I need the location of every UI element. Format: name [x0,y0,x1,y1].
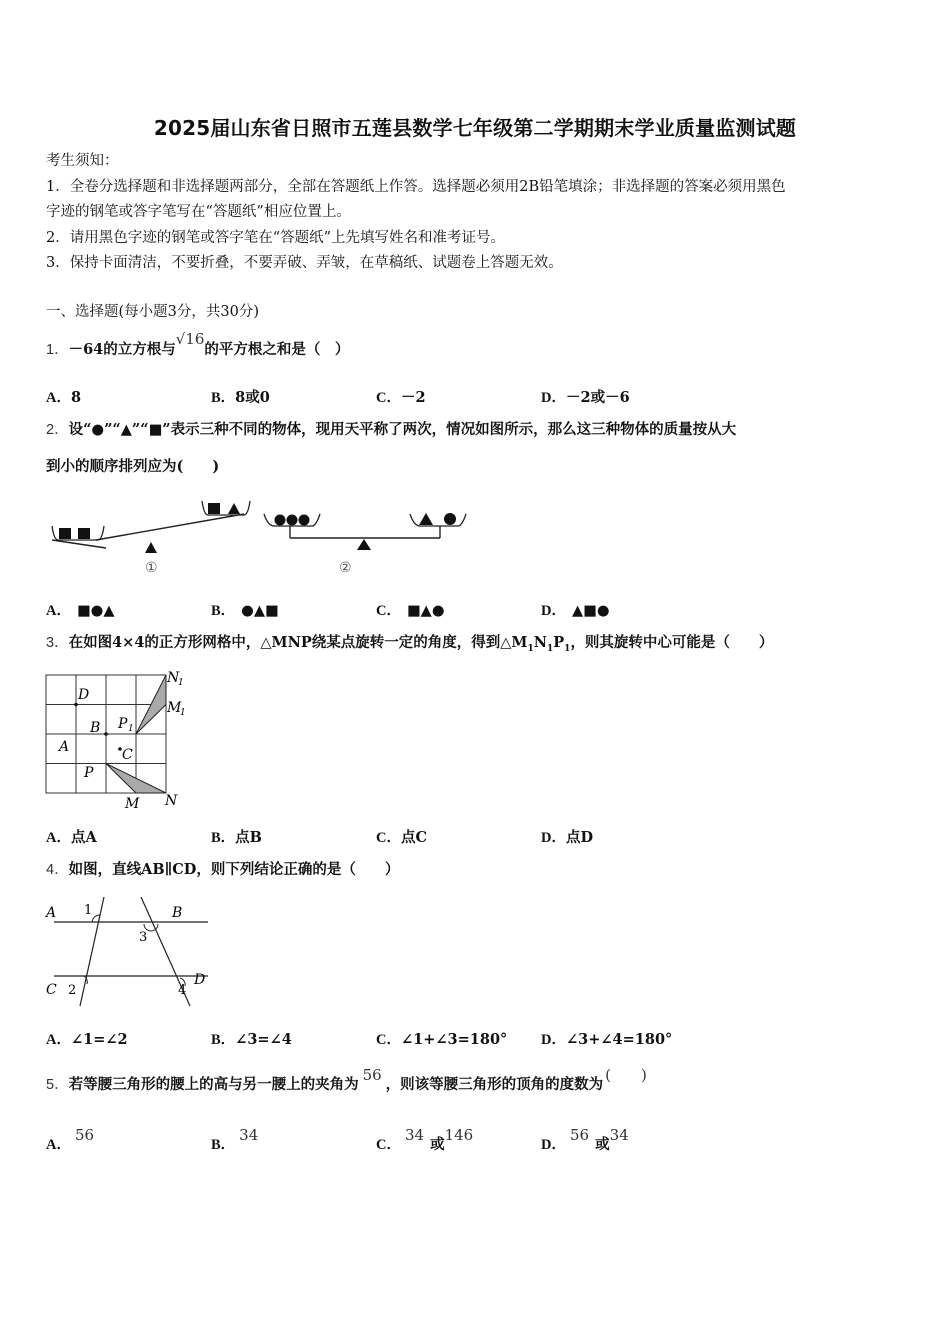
label-p1: P [118,716,128,732]
question-number: 5． [46,1077,69,1093]
question-text: 设“●”“▲”“■”表示三种不同的物体，现用天平称了两次，情况如图所示，那么这三种物体的质量按从大 [68,421,737,438]
triangle-shape [228,503,240,514]
circle-shape [275,515,286,526]
beam-1 [96,514,244,540]
question-number: 2． [46,422,69,438]
option-c[interactable]: C．34或146 [376,1126,474,1153]
option-c[interactable]: C．－2 [376,389,426,406]
option-c[interactable]: C． ■▲● [376,602,445,619]
beam-left-drop [52,540,106,548]
label-a: A [46,905,57,921]
label-n: N [165,793,178,809]
question-3: 3．在如图4×4的正方形网格中，△MNP绕某点旋转一定的角度，得到$\triangle M_1N_1P_1$，则其旋转中心可能是（ ） [46,634,774,654]
option-a[interactable]: A．56 [46,1126,95,1153]
option-b[interactable]: B． ●▲■ [211,602,279,619]
circle-shape [444,513,456,525]
notice-item-3: 3．保持卡面清洁，不要折叠，不要弄破、弄皱，在草稿纸、试题卷上答题无效。 [46,255,563,271]
option-b[interactable]: B．8或0 [211,389,270,406]
option-a[interactable]: A．点A [46,829,97,846]
question-text-end: 的平方根之和是（ ） [204,341,350,358]
question-text: 若等腰三角形的腰上的高与另一腰上的夹角为 [68,1076,359,1093]
page-title: 2025届山东省日照市五莲县数学七年级第二学期期末学业质量监测试题 [153,116,797,140]
question-number: 3． [46,635,69,651]
option-b[interactable]: B．34 [211,1126,259,1153]
option-a[interactable]: A． ■●▲ [46,602,115,619]
question-2 [46,420,736,440]
square-shape [208,503,220,514]
label-d: D [194,972,206,988]
notice-item-2: 2．请用黑色字迹的钢笔或答字笔在“答题纸”上先填写姓名和准考证号。 [46,230,506,246]
circle-shape [287,515,298,526]
point-b [104,732,108,736]
label-b: B [90,720,101,736]
balance-figure [44,496,474,580]
option-c[interactable]: C．∠1+∠3=180° [376,1031,508,1048]
notice-item-1-cont: 字迹的钢笔或答字笔写在“答题纸”相应位置上。 [46,204,351,220]
sqrt-expression: √16 [175,330,205,348]
angle-3: 3 [139,930,148,945]
option-d[interactable]: D．－2或－6 [541,389,630,406]
label-a: A [59,739,70,755]
question-4 [46,860,399,880]
balance-2 [264,513,466,576]
question-5 [46,1066,647,1095]
option-d[interactable]: D．∠3+∠4=180° [541,1031,673,1048]
option-d[interactable]: D．点D [541,829,594,846]
question-1 [46,330,350,360]
square-shape [78,528,90,539]
angle-2: 2 [68,983,77,998]
label-n1-sub: 1 [178,678,184,688]
grid-figure [40,665,200,815]
parallel-lines-figure [40,894,215,1012]
option-c[interactable]: C．点C [376,829,428,846]
label-b: B [172,905,183,921]
option-a[interactable]: A．∠1=∠2 [46,1031,128,1048]
question-number: 1． [46,342,69,358]
figure-label-1: ① [145,560,158,576]
point-d [74,703,78,707]
option-d[interactable]: D．56或34 [541,1126,629,1153]
label-c: C [46,982,57,998]
option-b[interactable]: B．点B [211,829,262,846]
answer-paren: ( ) [605,1066,647,1084]
label-p: P [84,765,94,781]
option-a[interactable]: A．8 [46,389,82,406]
question-text-end: ，则该等腰三角形的顶角的度数为 [385,1076,604,1093]
option-b[interactable]: B．∠3=∠4 [211,1031,292,1048]
question-text: 如图，直线AB∥CD，则下列结论正确的是（ ） [68,861,400,878]
square-shape [59,528,71,539]
angle-value: 56 [362,1066,382,1084]
question-text: －64的立方根与 [68,341,176,358]
circle-shape [299,515,310,526]
balance-1 [52,501,250,576]
label-n1: N [167,670,180,686]
label-p1-sub: 1 [128,724,134,734]
pan-right [410,514,466,526]
section-heading: 一、选择题(每小题3分，共30分) [46,304,259,320]
option-d[interactable]: D． ▲■● [541,602,610,619]
notice-heading: 考生须知： [46,153,119,169]
label-m1-sub: 1 [180,708,186,718]
figure-label-2: ② [339,560,352,576]
label-c: C [122,747,133,763]
angle-1: 1 [84,903,93,918]
fulcrum [357,539,371,550]
triangle-shape [419,513,433,525]
label-m1: M [167,700,182,716]
angle-4: 4 [178,983,187,998]
fulcrum [145,542,157,553]
label-m: M [125,796,140,812]
question-2-cont: 到小的顺序排列应为( ) [46,458,220,475]
question-number: 4． [46,862,69,878]
notice-item-1: 1．全卷分选择题和非选择题两部分，全部在答题纸上作答。选择题必须用2B铅笔填涂；非选择题的答案必须用黑色 [46,179,786,195]
label-d: D [78,687,90,703]
